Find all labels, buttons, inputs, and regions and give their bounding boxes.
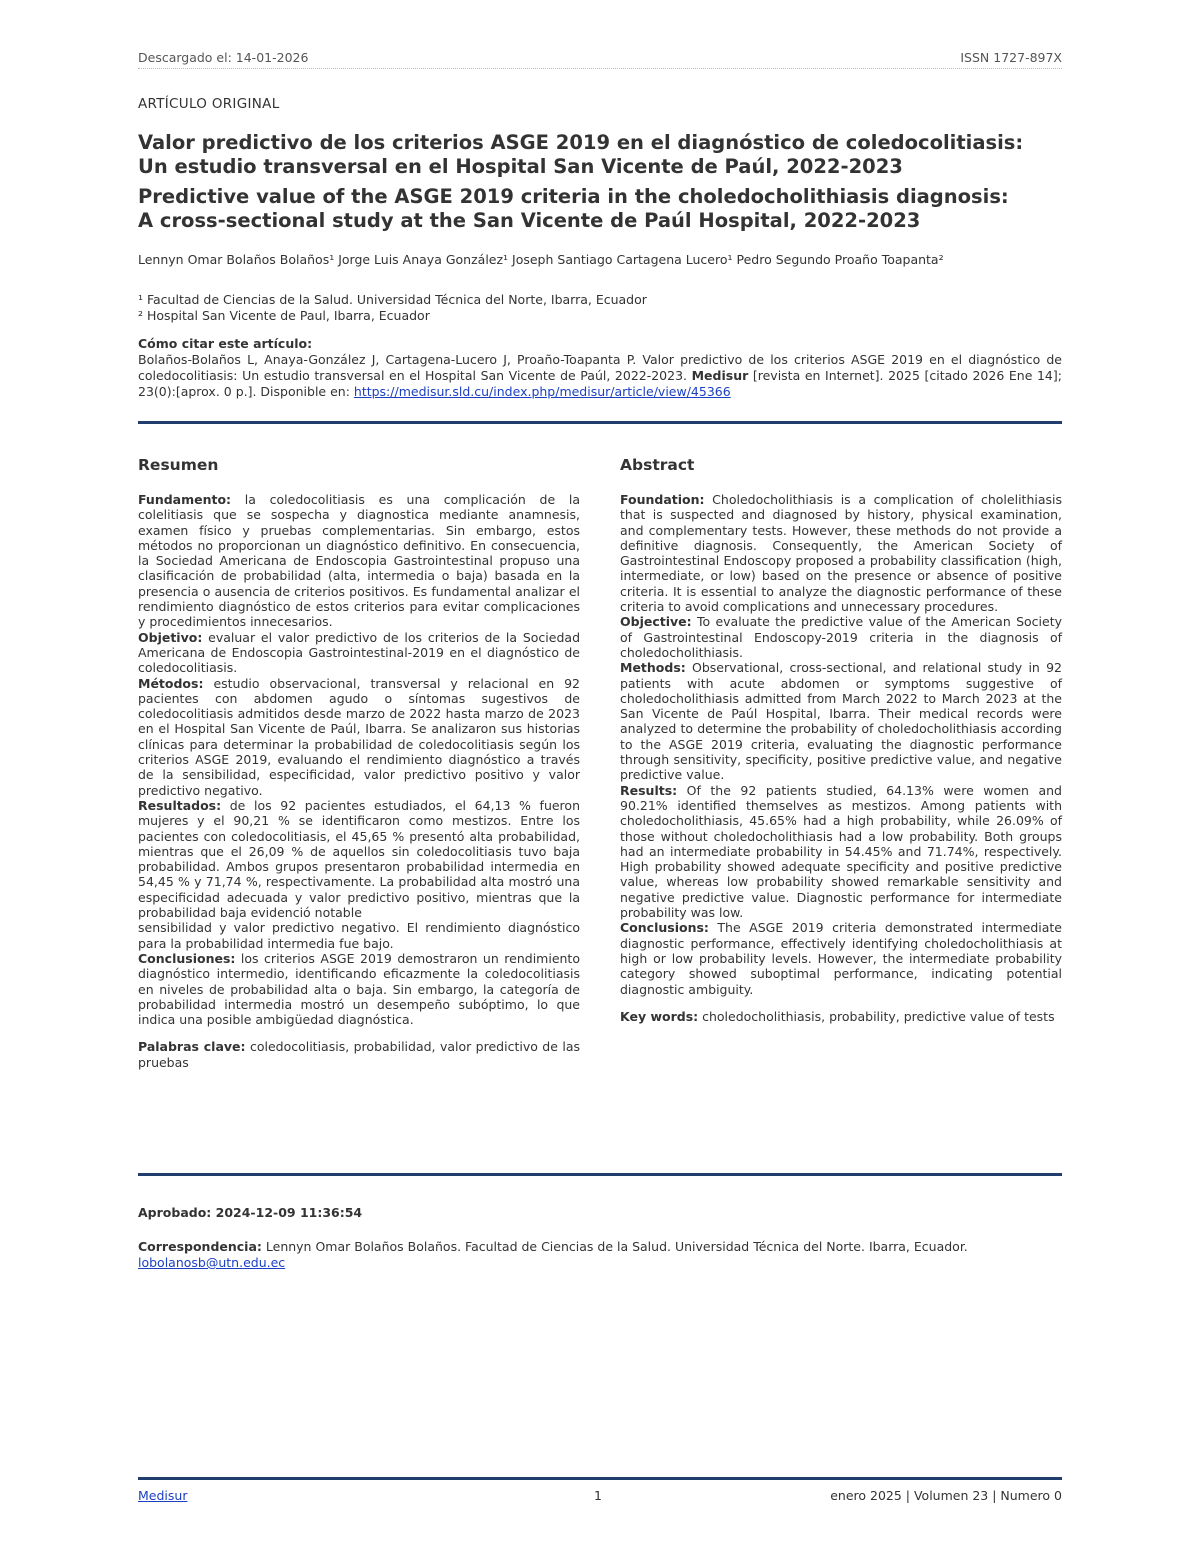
resultados-label: Resultados: <box>138 797 222 813</box>
page-header <box>138 50 1062 70</box>
resumen-resultados <box>138 798 580 920</box>
resumen-metodos <box>138 676 580 798</box>
abstract-foundation <box>620 492 1062 614</box>
approved-date: Aprobado: 2024-12-09 11:36:54 <box>138 1205 363 1220</box>
article-type: ARTÍCULO ORIGINAL <box>138 96 280 112</box>
foundation-label: Foundation: <box>620 492 705 507</box>
abstract-heading: Abstract <box>620 456 695 474</box>
key-words-text: choledocholithiasis, probability, predictive value of tests <box>698 1008 1055 1024</box>
citation-heading: Cómo citar este artículo: <box>138 336 313 351</box>
key-words-label: Key words: <box>620 1008 699 1024</box>
abstract-methods <box>620 660 1062 782</box>
citation-journal: Medisur <box>691 368 749 383</box>
section-divider-top <box>138 421 1062 424</box>
citation-part-1: Bolaños-Bolaños L, Anaya-González J, Cartagena-Lucero J, Proaño-Toapanta P. Valor predictivo de los criterios ASGE 2019 en el diagnóstico de coledocolitiasis: Un estudio transversal en el Hospital San Vicente de Paúl, 2022-2023. <box>138 352 1062 383</box>
foundation-text: Choledocholithiasis is a complication of cholelithiasis that is suspected and diagnosed by history, physical examination, and complementary tests. However, these methods do not provide a definitive diagnosis. Consequently, the American Society of Gastrointestinal Endoscopy proposed a probability classification (high, intermediate, or low) based on the presence or absence of positive criteria. It is essential to analyze the diagnostic performance of these criteria to avoid complications and unnecessary procedures. <box>620 492 1062 615</box>
section-divider-bottom <box>138 1173 1062 1176</box>
title-english-line-2: A cross-sectional study at the San Vicente de Paúl Hospital, 2022-2023 <box>138 209 921 232</box>
download-date: Descargado el: 14-01-2026 <box>138 50 309 65</box>
correspondence <box>138 1239 1062 1271</box>
title-spanish <box>138 131 1068 179</box>
article-page <box>138 0 1062 1553</box>
conclusions-label: Conclusions: <box>620 920 709 936</box>
abstract-objective <box>620 614 1062 660</box>
correspondence-email-link[interactable]: lobolanosb@utn.edu.ec <box>138 1255 286 1270</box>
objetivo-text: evaluar el valor predictivo de los criterios de la Sociedad Americana de Endoscopia Gastrointestinal-2019 en el diagnóstico de coledocolitiasis. <box>138 629 580 676</box>
affiliation-2: ² Hospital San Vicente de Paul, Ibarra, Ecuador <box>138 308 430 323</box>
metodos-label: Métodos: <box>138 675 204 691</box>
issn: ISSN 1727-897X <box>960 50 1062 65</box>
abstract-results <box>620 783 1062 921</box>
results-label: Results: <box>620 782 678 798</box>
results-text: Of the 92 patients studied, 64.13% were women and 90.21% identified themselves as mestizos. Among patients with choledocholithiasis, 45.65% had a high probability, while 26.09% of those without choledocholithiasis had a low probability. Both groups had an intermediate probability in 54.45% and 71.74%, respectively. High probability showed adequate specificity and positive predictive value, whereas low probability showed remarkable sensitivity and negative predictive value. Diagnostic performance for intermediate probability was low. <box>620 782 1062 921</box>
affiliation-1: ¹ Facultad de Ciencias de la Salud. Universidad Técnica del Norte, Ibarra, Ecuador <box>138 292 647 307</box>
citation-part-2: [revista en Internet]. 2025 [citado 2026 Ene 14]; 23(0):[aprox. 0 p.]. Disponible en: <box>138 368 1062 399</box>
palabras-clave-label: Palabras clave: <box>138 1039 246 1055</box>
author-list: Lennyn Omar Bolaños Bolaños¹ Jorge Luis Anaya González¹ Joseph Santiago Cartagena Lucero¹ Pedro Segundo Proaño Toapanta² <box>138 252 944 267</box>
conclusions-text: The ASGE 2019 criteria demonstrated intermediate diagnostic performance, effectively identifying choledocholithiasis at high or low probability levels. However, the intermediate probability category showed suboptimal performance, indicating potential diagnostic ambiguity. <box>620 920 1062 997</box>
resumen-conclusiones <box>138 951 580 1027</box>
footer-journal-link[interactable]: Medisur <box>138 1488 188 1503</box>
objective-label: Objective: <box>620 614 692 630</box>
conclusiones-text: los criterios ASGE 2019 demostraron un rendimiento diagnóstico intermedio, identificando eficazmente la coledocolitiasis en niveles de probabilidad alta o baja. Sin embargo, la categoría de probabilidad intermedia mostró un desempeño subóptimo, lo que indica una posible ambigüedad diagnóstica. <box>138 950 580 1028</box>
title-english <box>138 185 1068 233</box>
correspondence-label: Correspondencia: <box>138 1239 262 1254</box>
objetivo-label: Objetivo: <box>138 629 203 645</box>
abstract-column <box>620 456 1062 1024</box>
resumen-heading: Resumen <box>138 456 219 474</box>
issue-info: enero 2025 | Volumen 23 | Numero 0 <box>830 1488 1062 1503</box>
correspondence-text: Lennyn Omar Bolaños Bolaños. Facultad de Ciencias de la Salud. Universidad Técnica del Norte. Ibarra, Ecuador. <box>261 1239 968 1254</box>
resumen-keywords <box>138 1039 580 1070</box>
objective-text: To evaluate the predictive value of the American Society of Gastrointestinal Endoscopy-2019 criteria in the diagnosis of choledocholithiasis. <box>620 614 1062 660</box>
title-spanish-line-2: Un estudio transversal en el Hospital San Vicente de Paúl, 2022-2023 <box>138 155 903 178</box>
citation-text <box>138 352 1062 400</box>
page-number: 1 <box>594 1488 602 1503</box>
title-english-line-1: Predictive value of the ASGE 2019 criteria in the choledocholithiasis diagnosis: <box>138 185 1009 208</box>
abstract-conclusions <box>620 920 1062 996</box>
fundamento-label: Fundamento: <box>138 492 232 507</box>
resumen-objetivo <box>138 630 580 676</box>
resumen-resultados-cont: sensibilidad y valor predictivo negativo. El rendimiento diagnóstico para la probabilidad intermedia fue bajo. <box>138 920 580 951</box>
citation-url-link[interactable]: https://medisur.sld.cu/index.php/medisur/article/view/45366 <box>353 384 731 399</box>
resumen-column <box>138 456 580 1070</box>
footer-divider <box>138 1477 1062 1480</box>
abstract-keywords <box>620 1009 1062 1024</box>
methods-label: Methods: <box>620 660 686 676</box>
palabras-clave-text: coledocolitiasis, probabilidad, valor predictivo de las pruebas <box>138 1039 580 1070</box>
title-spanish-line-1: Valor predictivo de los criterios ASGE 2019 en el diagnóstico de coledocolitiasis: <box>138 131 1024 154</box>
metodos-text: estudio observacional, transversal y relacional en 92 pacientes con abdomen agudo o síntomas sugestivos de coledocolitiasis admitidos desde marzo de 2022 hasta marzo de 2023 en el Hospital San Vicente de Paúl, Ibarra. Se analizaron sus historias clínicas para determinar la probabilidad de coledocolitiasis según los criterios ASGE 2019, evaluando el rendimiento diagnóstico a través de la sensibilidad, especificidad, valor predictivo positivo y valor predictivo negativo. <box>138 675 580 798</box>
fundamento-text: la coledocolitiasis es una complicación de la colelitiasis que se sospecha y diagnostica mediante anamnesis, examen físico y pruebas complementarias. Sin embargo, estos métodos no proporcionan un diagnóstico definitivo. En consecuencia, la Sociedad Americana de Endoscopia Gastrointestinal propuso una clasificación de probabilidad (alta, intermedia o baja) basada en la presencia o ausencia de criterios positivos. Es fundamental analizar el rendimiento diagnóstico de estos criterios para evitar complicaciones y procedimientos innecesarios. <box>138 492 580 630</box>
methods-text: Observational, cross-sectional, and relational study in 92 patients with acute abdomen or symptoms suggestive of choledocholithiasis admitted from March 2022 to March 2023 at the San Vicente de Paúl Hospital, Ibarra. Their medical records were analyzed to determine the probability of choledocholithiasis according to the ASGE 2019 criteria, evaluating the diagnostic performance through sensitivity, specificity, positive predictive value, and negative predictive value. <box>620 660 1062 783</box>
resultados-text: de los 92 pacientes estudiados, el 64,13 % fueron mujeres y el 90,21 % se identificaron como mestizos. Entre los pacientes con coledocolitiasis, el 45,65 % presentó alta probabilidad, mientras que el 26,09 % de aquellos sin coledocolitiasis tuvo baja probabilidad. Ambos grupos presentaron probabilidad intermedia en 54,45 % y 71,74 %, respectivamente. La probabilidad alta mostró una especificidad adecuada y valor predictivo positivo, mientras que la probabilidad baja evidenció notable <box>138 797 580 921</box>
resumen-fundamento <box>138 492 580 630</box>
conclusiones-label: Conclusiones: <box>138 950 236 966</box>
header-divider <box>138 68 1062 69</box>
